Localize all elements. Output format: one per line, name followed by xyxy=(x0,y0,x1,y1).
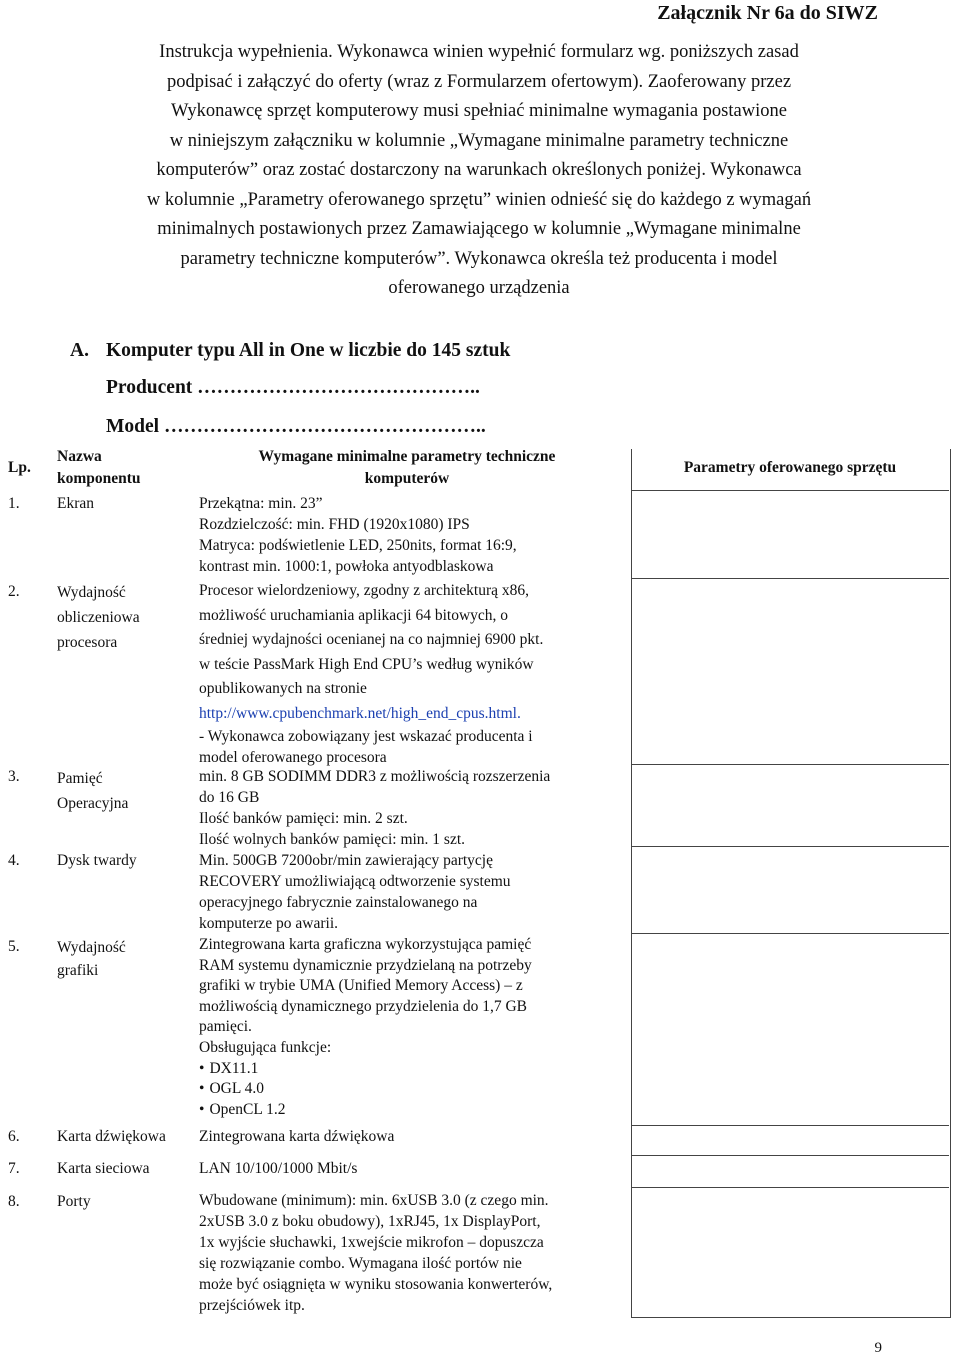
header-component-line: komponentu xyxy=(57,470,141,487)
spec-line: 2xUSB 3.0 z boku obudowy), 1xRJ45, 1x DisplayPort, xyxy=(199,1213,541,1230)
instructions-paragraph xyxy=(74,38,884,304)
spec-line: min. 8 GB SODIMM DDR3 z możliwością rozszerzenia xyxy=(199,768,551,785)
row-lp: 2. xyxy=(8,583,20,600)
offered-row-divider xyxy=(631,933,949,934)
row-component: Ekran xyxy=(57,495,95,512)
bullet-item: • OGL 4.0 xyxy=(199,1079,615,1100)
page-number: 9 xyxy=(874,1340,882,1356)
row-spec xyxy=(199,935,615,1120)
row-component xyxy=(57,936,126,982)
spec-line: RECOVERY umożliwiającą odtworzenie systemu xyxy=(199,873,511,890)
header-offered: Parametry oferowanego sprzętu xyxy=(683,459,897,476)
spec-line: pamięci. xyxy=(199,1018,252,1036)
spec-line: grafiki w trybie UMA (Unified Memory Access) – z xyxy=(199,977,523,995)
header-component-line: Nazwa xyxy=(57,448,102,465)
row-spec xyxy=(199,766,615,850)
component-line: obliczeniowa xyxy=(57,609,140,626)
spec-line: do 16 GB xyxy=(199,789,260,806)
spec-line: RAM systemu dynamicznie przydzielaną na potrzeby xyxy=(199,956,532,974)
header-requirements xyxy=(199,446,615,490)
instruction-line: komputerów” oraz zostać dostarczony na warunkach określonych poniżej. Wykonawca xyxy=(156,160,802,180)
row-component xyxy=(57,580,140,655)
offered-row-divider xyxy=(631,1155,949,1156)
offered-row-divider xyxy=(631,1187,949,1188)
section-title-text: Komputer typu All in One w liczbie do 145 sztuk xyxy=(106,340,511,361)
row-component xyxy=(57,766,128,816)
spec-line: przejściówek itp. xyxy=(199,1297,305,1314)
spec-line: Min. 500GB 7200obr/min zawierający partycję xyxy=(199,852,493,869)
spec-line: opublikowanych na stronie xyxy=(199,680,367,697)
row-lp: 7. xyxy=(8,1160,20,1177)
offered-row-divider xyxy=(631,846,949,847)
bullet-item: • DX11.1 xyxy=(199,1059,615,1080)
instruction-line: minimalnych postawionych przez Zamawiającego w kolumnie „Wymagane minimalne xyxy=(157,219,801,239)
spec-line: Zintegrowana karta graficzna wykorzystująca pamięć xyxy=(199,936,532,953)
benchmark-link[interactable]: http://www.cpubenchmark.net/high_end_cpus.html. xyxy=(199,704,521,722)
spec-line: Obsługująca funkcje: xyxy=(199,1038,332,1056)
spec-line: możliwość uruchamiania aplikacji 64 bitowych, o xyxy=(199,606,509,624)
row-component: Karta dźwiękowa xyxy=(57,1128,166,1145)
row-lp: 4. xyxy=(8,852,20,869)
offered-row-divider xyxy=(631,490,949,491)
row-lp: 6. xyxy=(8,1128,20,1145)
header-component xyxy=(57,446,141,490)
spec-line: Matryca: podświetlenie LED, 250nits, format 16:9, xyxy=(199,537,517,554)
offered-row-divider xyxy=(631,1125,949,1126)
spec-line: komputerze po awarii. xyxy=(199,915,339,932)
row-spec xyxy=(199,1126,615,1147)
instruction-line: w niniejszym załączniku w kolumnie „Wymagane minimalne parametry techniczne xyxy=(169,130,789,151)
spec-line: Ilość banków pamięci: min. 2 szt. xyxy=(199,810,408,827)
component-line: Pamięć xyxy=(57,770,103,787)
component-line: procesora xyxy=(57,634,118,651)
spec-line: średniej wydajności ocenianej na co najmniej 6900 pkt. xyxy=(199,631,544,648)
spec-line: Zintegrowana karta dźwiękowa xyxy=(199,1128,395,1145)
spec-line: możliwością dynamicznego przydzielenia do 1,7 GB xyxy=(199,997,527,1015)
header-lp: Lp. xyxy=(8,459,31,476)
header-requirements-line: Wymagane minimalne parametry techniczne xyxy=(258,448,556,465)
row-spec xyxy=(199,1158,615,1179)
spec-line: Rozdzielczość: min. FHD (1920x1080) IPS xyxy=(199,516,470,533)
spec-line: Wbudowane (minimum): min. 6xUSB 3.0 (z czego min. xyxy=(199,1192,549,1209)
instruction-line: Wykonawcę sprzęt komputerowy musi spełniać minimalne wymagania postawione xyxy=(171,101,787,121)
row-spec xyxy=(199,493,615,577)
offered-row-divider xyxy=(631,578,949,579)
spec-line: Procesor wielordzeniowy, zgodny z architekturą x86, xyxy=(199,582,529,599)
offered-row-divider xyxy=(631,764,949,765)
spec-line: 1x wyjście słuchawki, 1xwejście mikrofon – dopuszcza xyxy=(199,1234,544,1251)
row-spec xyxy=(199,850,615,934)
row-component: Karta sieciowa xyxy=(57,1160,150,1177)
spec-line: LAN 10/100/1000 Mbit/s xyxy=(199,1160,358,1177)
row-lp: 1. xyxy=(8,495,20,512)
instruction-line: podpisać i załączyć do oferty (wraz z Formularzem ofertowym). Zaoferowany przez xyxy=(166,71,792,92)
component-line: Wydajność xyxy=(57,939,126,956)
row-lp: 8. xyxy=(8,1193,20,1210)
section-title xyxy=(70,340,510,362)
instruction-line: w kolumnie „Parametry oferowanego sprzętu” winien odnieść się do każdego z wymagań xyxy=(146,189,812,210)
section-label: A. xyxy=(70,340,89,361)
spec-line: się rozwiązanie combo. Wymagana ilość portów nie xyxy=(199,1255,522,1272)
spec-line: w teście PassMark High End CPU’s według wyników xyxy=(199,655,534,673)
spec-line: może być osiągnięta w wyniku stosowania konwerterów, xyxy=(199,1276,553,1293)
annex-label: Załącznik Nr 6a do SIWZ xyxy=(657,2,878,24)
bullet-item: • OpenCL 1.2 xyxy=(199,1100,615,1121)
row-lp: 5. xyxy=(8,938,20,955)
component-line: Wydajność xyxy=(57,584,126,601)
row-lp: 3. xyxy=(8,768,20,785)
row-component: Porty xyxy=(57,1193,91,1210)
header-requirements-line: komputerów xyxy=(364,470,450,487)
spec-line: operacyjnego fabrycznie zainstalowanego na xyxy=(199,894,478,911)
row-spec xyxy=(199,1190,615,1316)
spec-line: kontrast min. 1000:1, powłoka antyodblaskowa xyxy=(199,558,494,575)
spec-line: Przekątna: min. 23” xyxy=(199,495,323,512)
instruction-line: oferowanego urządzenia xyxy=(388,278,570,298)
row-component: Dysk twardy xyxy=(57,852,137,869)
component-line: Operacyjna xyxy=(57,795,129,812)
component-line: grafiki xyxy=(57,962,99,979)
row-spec xyxy=(199,579,615,768)
spec-line: model oferowanego procesora xyxy=(199,749,387,766)
instruction-line: Instrukcja wypełnienia. Wykonawca winien wypełnić formularz wg. poniższych zasad xyxy=(159,42,799,62)
producer-field: Producent …………………………………….. xyxy=(106,377,480,398)
instruction-line: parametry techniczne komputerów”. Wykonawca określa też producenta i model xyxy=(180,248,778,269)
spec-line: Ilość wolnych banków pamięci: min. 1 szt. xyxy=(199,831,466,848)
model-field: Model ………………………………………….. xyxy=(106,416,486,437)
spec-line: - Wykonawca zobowiązany jest wskazać producenta i xyxy=(199,728,533,745)
